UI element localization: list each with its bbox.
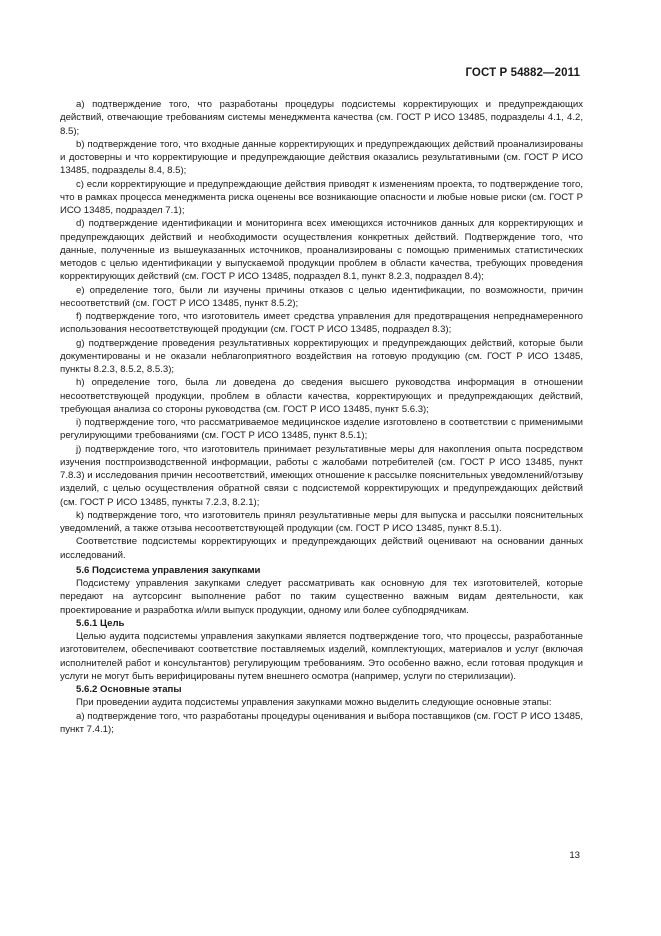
paragraph: g) подтверждение проведения результативных корректирующих и предупреждающих действий, которые были документированы и не оказали неблагоприятного воздействия на готовую продукцию (см. ГОСТ Р ИСО 13485, пункты 8.2.3, 8.5.2, 8.5.3); xyxy=(60,337,583,375)
paragraph: a) подтверждение того, что разработаны процедуры подсистемы корректирующих и предупреждающих действий, отвечающие требованиям системы менеджмента качества (см. ГОСТ Р ИСО 13485, подразделы 4.1, 4.2, 8.5); xyxy=(60,99,583,137)
paragraph: Соответствие подсистемы корректирующих и предупреждающих действий оценивают на основании данных исследований. xyxy=(60,536,583,561)
paragraph: b) подтверждение того, что входные данные корректирующих и предупреждающих действий проанализированы и достоверны и что корректирующие и предупреждающие действия оказались результативными (см. ГОСТ Р ИСО 13485, подразделы 8.4, 8.5); xyxy=(60,138,583,177)
paragraph: j) подтверждение того, что изготовитель принимает результативные меры для накопления опыта посредством изучения постпроизводственной информации, работы с жалобами потребителей (см. ГОСТ Р ИСО 13485, пункт 7.8.3) и исследования причин несоответствий, имеющих отношение к рассылке пояснительных уведомлений/отзыву изделий, с целью осуществления обратной связи с подсистемой корректирующих и предупреждающих действий (см. ГОСТ Р ИСО 13485, пункты 7.2.3, 8.2.1); xyxy=(60,443,583,508)
section-heading: 5.6.2 Основные этапы xyxy=(76,684,182,695)
paragraph: i) подтверждение того, что рассматриваемое медицинское изделие изготовлено в соответствии с применимыми регулирующими требованиями (см. ГОСТ Р ИСО 13485, пункт 8.5.1); xyxy=(60,417,583,442)
paragraph: k) подтверждение того, что изготовитель принял результативные меры для выпуска и рассылки пояснительных уведомлений, а также отзыва несоответствующей продукции (см. ГОСТ Р ИСО 13485, пункт 8.5.1). xyxy=(60,509,583,534)
page-number: 13 xyxy=(569,850,580,861)
paragraph: c) если корректирующие и предупреждающие действия приводят к изменениям проекта, то подтверждение того, что в рамках процесса менеджмента риска оценены все возникающие опасности и любые новые риски (см. ГОСТ Р ИСО 13485, подраздел 7.1); xyxy=(60,178,583,216)
paragraph: e) определение того, были ли изучены причины отказов с целью идентификации, по возможности, причин несоответствий (см. ГОСТ Р ИСО 13485, пункт 8.5.2); xyxy=(60,284,583,309)
document-body xyxy=(60,98,583,736)
paragraph: d) подтверждение идентификации и мониторинга всех имеющихся источников данных для корректирующих и предупреждающих действий и необходимости осуществления конкретных действий. Подтверждение того, что данные, полученные из вышеуказанных источников, проанализированы с помощью применимых статистических методов с целью идентификации у выпускаемой продукции проблем в области качества, требующих проведения корректирующих действий (см. ГОСТ Р ИСО 13485, подраздел 8.1, пункт 8.2.3, подраздел 8.4); xyxy=(60,218,583,283)
paragraph: f) подтверждение того, что изготовитель имеет средства управления для предотвращения непреднамеренного использования несоответствующей продукции (см. ГОСТ Р ИСО 13485, подраздел 8.3); xyxy=(60,311,583,336)
paragraph: a) подтверждение того, что разработаны процедуры оценивания и выбора поставщиков (см. ГОСТ Р ИСО 13485, пункт 7.4.1); xyxy=(60,710,583,735)
section-heading: 5.6 Подсистема управления закупками xyxy=(76,564,261,576)
paragraph: Подсистему управления закупками следует рассматривать как основную для тех изготовителей, которые передают на аутсорсинг выполнение работ по таким существенно важным видам деятельности, как проектирование и разработка и/или выпуск продукции, одному или более субподрядчикам. xyxy=(60,578,583,616)
paragraph: При проведении аудита подсистемы управления закупками можно выделить следующие основные этапы: xyxy=(76,697,552,709)
paragraph: Целью аудита подсистемы управления закупками является подтверждение того, что процессы, разработанные изготовителем, обеспечивают соответствие поставляемых изделий, комплектующих, материалов и услуг (включая исполнителей работ и консультантов) регулирующим требованиям. Это особенно важно, если готовая продукция и услуги не могут быть верифицированы путем внешнего осмотра (например, услуги по стерилизации). xyxy=(60,631,583,682)
section-heading: 5.6.1 Цель xyxy=(76,617,125,629)
paragraph: h) определение того, была ли доведена до сведения высшего руководства информация в отношении несоответствующей продукции, проблем в области качества, корректирующих и предупреждающих действий, требующая анализа со стороны руководства (см. ГОСТ Р ИСО 13485, пункт 5.6.3); xyxy=(60,377,583,415)
standard-header: ГОСТ Р 54882—2011 xyxy=(465,67,580,79)
